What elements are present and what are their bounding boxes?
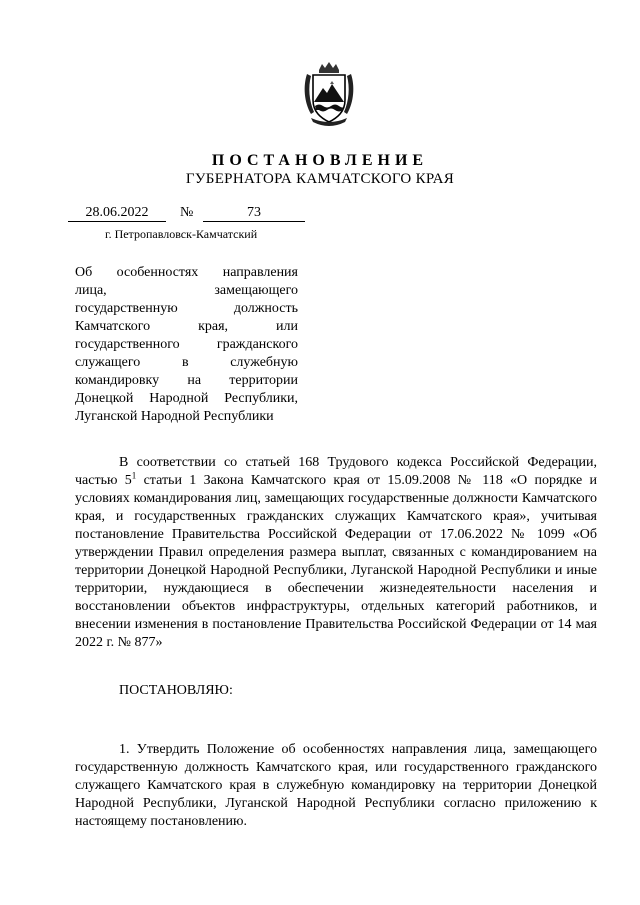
subject-line: Камчатского края, или — [75, 319, 298, 334]
subject-line: государственную должность — [75, 301, 298, 316]
preamble-text-end: статьи 1 Закона Камчатского края от 15.09.2008 № 118 «О порядке и условиях командирования лиц, замещающих государственные должности Камчатского края, и государственных гражданских служащих Камчатского края», учитывая постановление Правительства Российской Федерации от 17.06.2022 № 1099 «Об утверждении Правил определения размера выплат, связанных с командированием на территории Донецкой Народной Республики, Луганской Народной Республики и иные территории, нуждающиеся в обеспечении жизнедеятельности населения и восстановлении объектов инфраструктуры, отдельных категорий работников, и внесении изменения в постановление Правительства Российской Федерации от 14 мая 2022 г. № 877» — [75, 473, 598, 650]
subject-line: Донецкой Народной Республики, — [75, 391, 298, 406]
document-issuer: ГУБЕРНАТОРА КАМЧАТСКОГО КРАЯ — [185, 171, 455, 187]
preamble-superscript: 1 — [131, 470, 137, 481]
document-number: 73 — [203, 205, 305, 222]
subject-line: государственного гражданского — [75, 337, 298, 352]
decree-word: ПОСТАНОВЛЯЮ: — [119, 683, 233, 698]
number-sign: № — [180, 205, 194, 220]
coat-of-arms-icon — [301, 60, 357, 128]
preamble-text-start: В соответствии со статьей 168 Трудового кодекса Российской Федерации, частью 5 — [75, 455, 597, 488]
subject-line: командировку на территории — [75, 373, 298, 388]
document-city: г. Петропавловск-Камчатский — [105, 227, 258, 241]
subject-line: служащего в служебную — [75, 355, 298, 370]
document-subject — [75, 264, 298, 426]
subject-line: Об особенностях направления — [75, 265, 298, 280]
subject-line: Луганской Народной Республики — [75, 409, 274, 424]
preamble-paragraph — [75, 454, 597, 652]
document-date: 28.06.2022 — [68, 205, 166, 222]
subject-line: лица, замещающего — [75, 283, 298, 298]
clause-1-paragraph: 1. Утвердить Положение об особенностях направления лица, замещающего государственную должность Камчатского края, или государственного гражданского служащего Камчатского края в служебную командировку на территории Донецкой Народной Республики, Луганской Народной Республики согласно приложению к настоящему постановлению. — [75, 742, 597, 829]
document-title: ПОСТАНОВЛЕНИЕ — [211, 152, 429, 169]
